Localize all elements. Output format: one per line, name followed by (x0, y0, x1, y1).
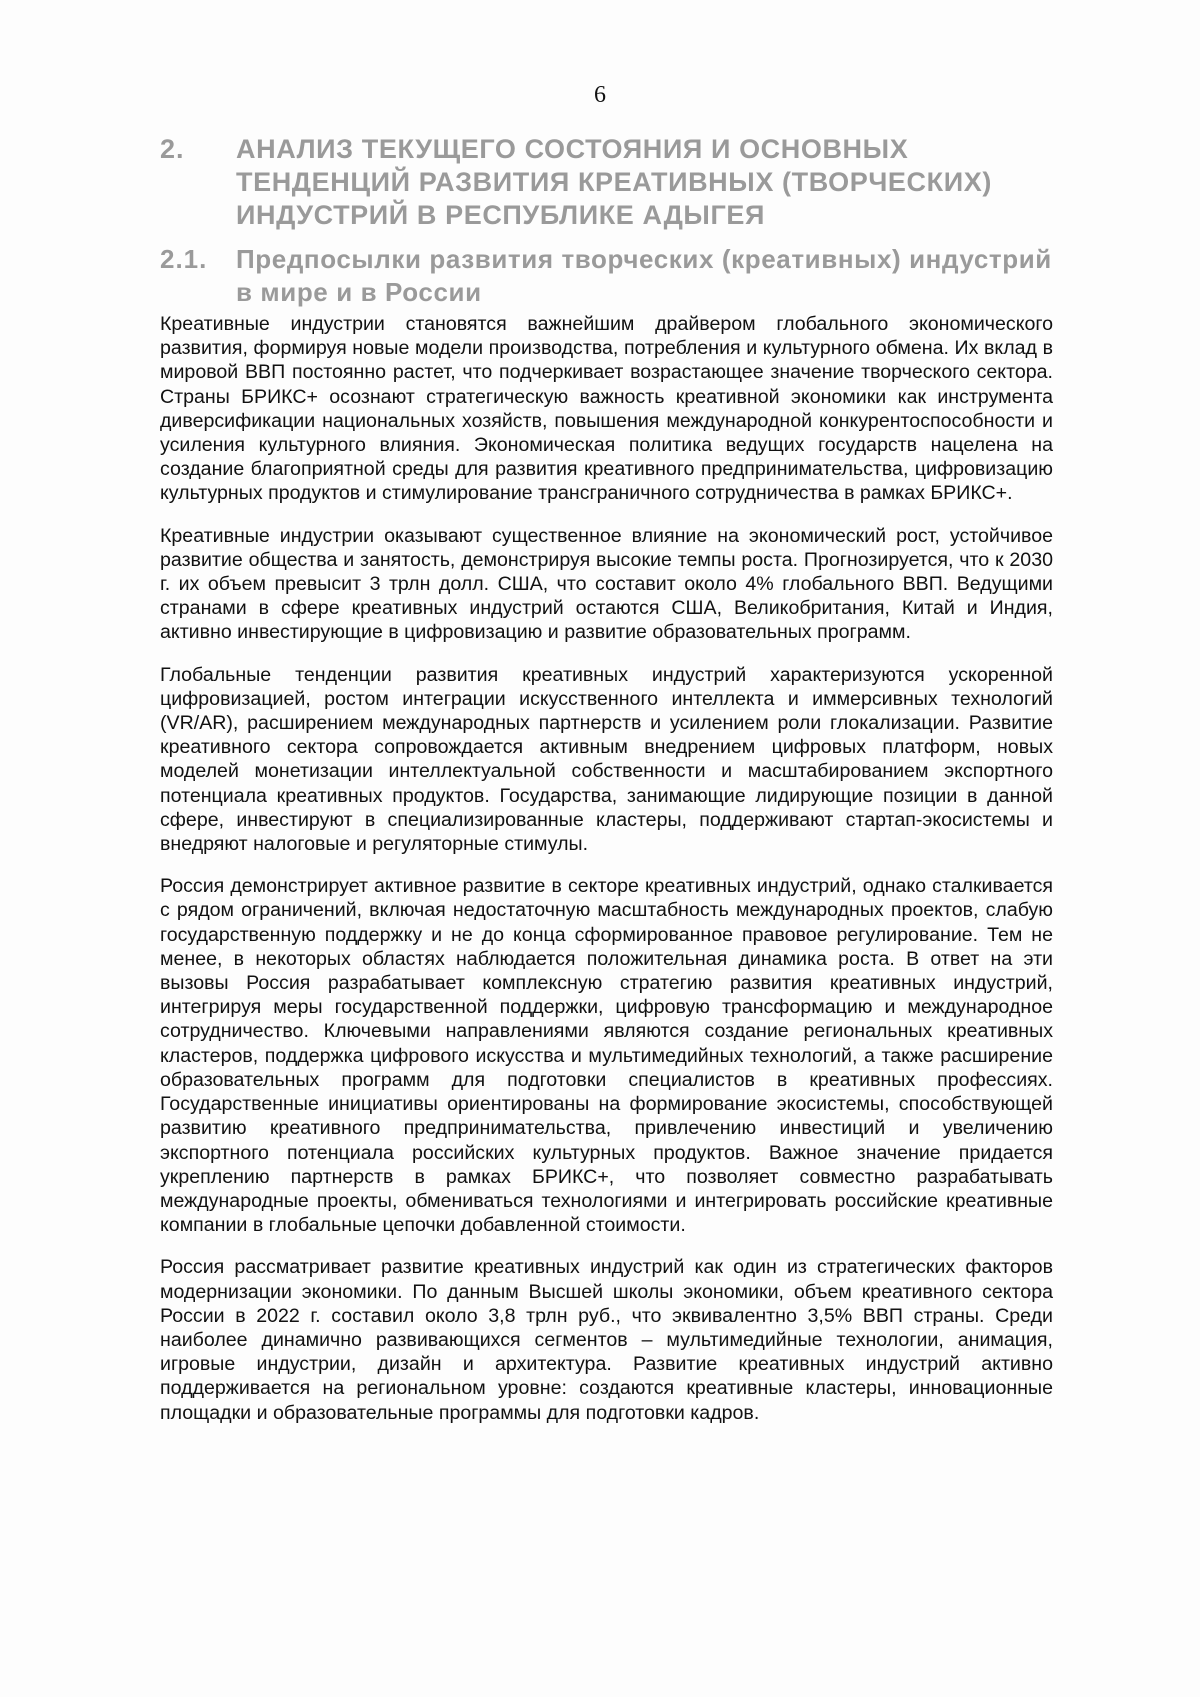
paragraph: Россия рассматривает развитие креативных индустрий как один из стратегических факторов модернизации экономики. По данным Высшей школы экономики, объем креативного сектора России в 2022 г. составил около 3,8 трлн руб., что эквивалентно 3,5% ВВП страны. Среди наиболее динамично развивающихся сегментов – мультимедийные технологии, анимация, игровые индустрии, дизайн и архитектура. Развитие креативных индустрий активно поддерживается на региональном уровне: создаются креативные кластеры, инновационные площадки и образовательные программы для подготовки кадров. (160, 1256, 1053, 1424)
paragraph: Россия демонстрирует активное развитие в секторе креативных индустрий, однако сталкивается с рядом ограничений, включая недостаточную масштабность международных проектов, слабую государственную поддержку и не до конца сформированное правовое регулирование. Тем не менее, в некоторых областях наблюдается положительная динамика роста. В ответ на эти вызовы Россия разрабатывает комплексную стратегию развития креативных индустрий, интегрируя меры государственной поддержки, цифровую трансформацию и международное сотрудничество. Ключевыми направлениями являются создание региональных креативных кластеров, поддержка цифрового искусства и мультимедийных технологий, а также расширение образовательных программ для подготовки специалистов в креативных профессиях. Государственные инициативы ориентированы на формирование экосистемы, способствующей развитию креативного предпринимательства, привлечению инвестиций и увеличению экспортного потенциала российских культурных продуктов. Важное значение придается укреплению партнерств в рамках БРИКС+, что позволяет совместно разрабатывать международные проекты, обмениваться технологиями и интегрировать российские креативные компании в глобальные цепочки добавленной стоимости. (160, 875, 1053, 1237)
section-title: АНАЛИЗ ТЕКУЩЕГО СОСТОЯНИЯ И ОСНОВНЫХ ТЕНДЕНЦИЙ РАЗВИТИЯ КРЕАТИВНЫХ (ТВОРЧЕСКИХ) ИНДУСТРИЙ В РЕСПУБЛИКЕ АДЫГЕЯ (236, 134, 992, 230)
section-number: 2. (160, 134, 185, 164)
body-text (160, 312, 1053, 1443)
paragraph: Глобальные тенденции развития креативных индустрий характеризуются ускоренной цифровизацией, ростом интеграции искусственного интеллекта и иммерсивных технологий (VR/AR), расширением международных партнерств и усилением роли глокализации. Развитие креативного сектора сопровождается активным внедрением цифровых платформ, новых моделей монетизации интеллектуальной собственности и масштабированием экспортного потенциала креативных продуктов. Государства, занимающие лидирующие позиции в данной сфере, инвестируют в специализированные кластеры, поддерживают стартап-экосистемы и внедряют налоговые и регуляторные стимулы. (160, 663, 1053, 856)
subsection-title: Предпосылки развития творческих (креативных) индустрий в мире и в России (236, 244, 1052, 307)
paragraph: Креативные индустрии оказывают существенное влияние на экономический рост, устойчивое развитие общества и занятость, демонстрируя высокие темпы роста. Прогнозируется, что к 2030 г. их объем превысит 3 трлн долл. США, что составит около 4% глобального ВВП. Ведущими странами в сфере креативных индустрий остаются США, Великобритания, Китай и Индия, активно инвестирующие в цифровизацию и развитие образовательных программ. (160, 524, 1053, 644)
paragraph: Креативные индустрии становятся важнейшим драйвером глобального экономического развития, формируя новые модели производства, потребления и культурного обмена. Их вклад в мировой ВВП постоянно растет, что подчеркивает возрастающее значение творческого сектора. Страны БРИКС+ осознают стратегическую важность креативной экономики как инструмента диверсификации национальных хозяйств, повышения международной конкурентоспособности и усиления культурного влияния. Экономическая политика ведущих государств нацелена на создание благоприятной среды для развития креативного предпринимательства, цифровизацию культурных продуктов и стимулирование трансграничного сотрудничества в рамках БРИКС+. (160, 313, 1053, 505)
page-number: 6 (594, 82, 606, 108)
subsection-number: 2.1. (160, 244, 208, 274)
